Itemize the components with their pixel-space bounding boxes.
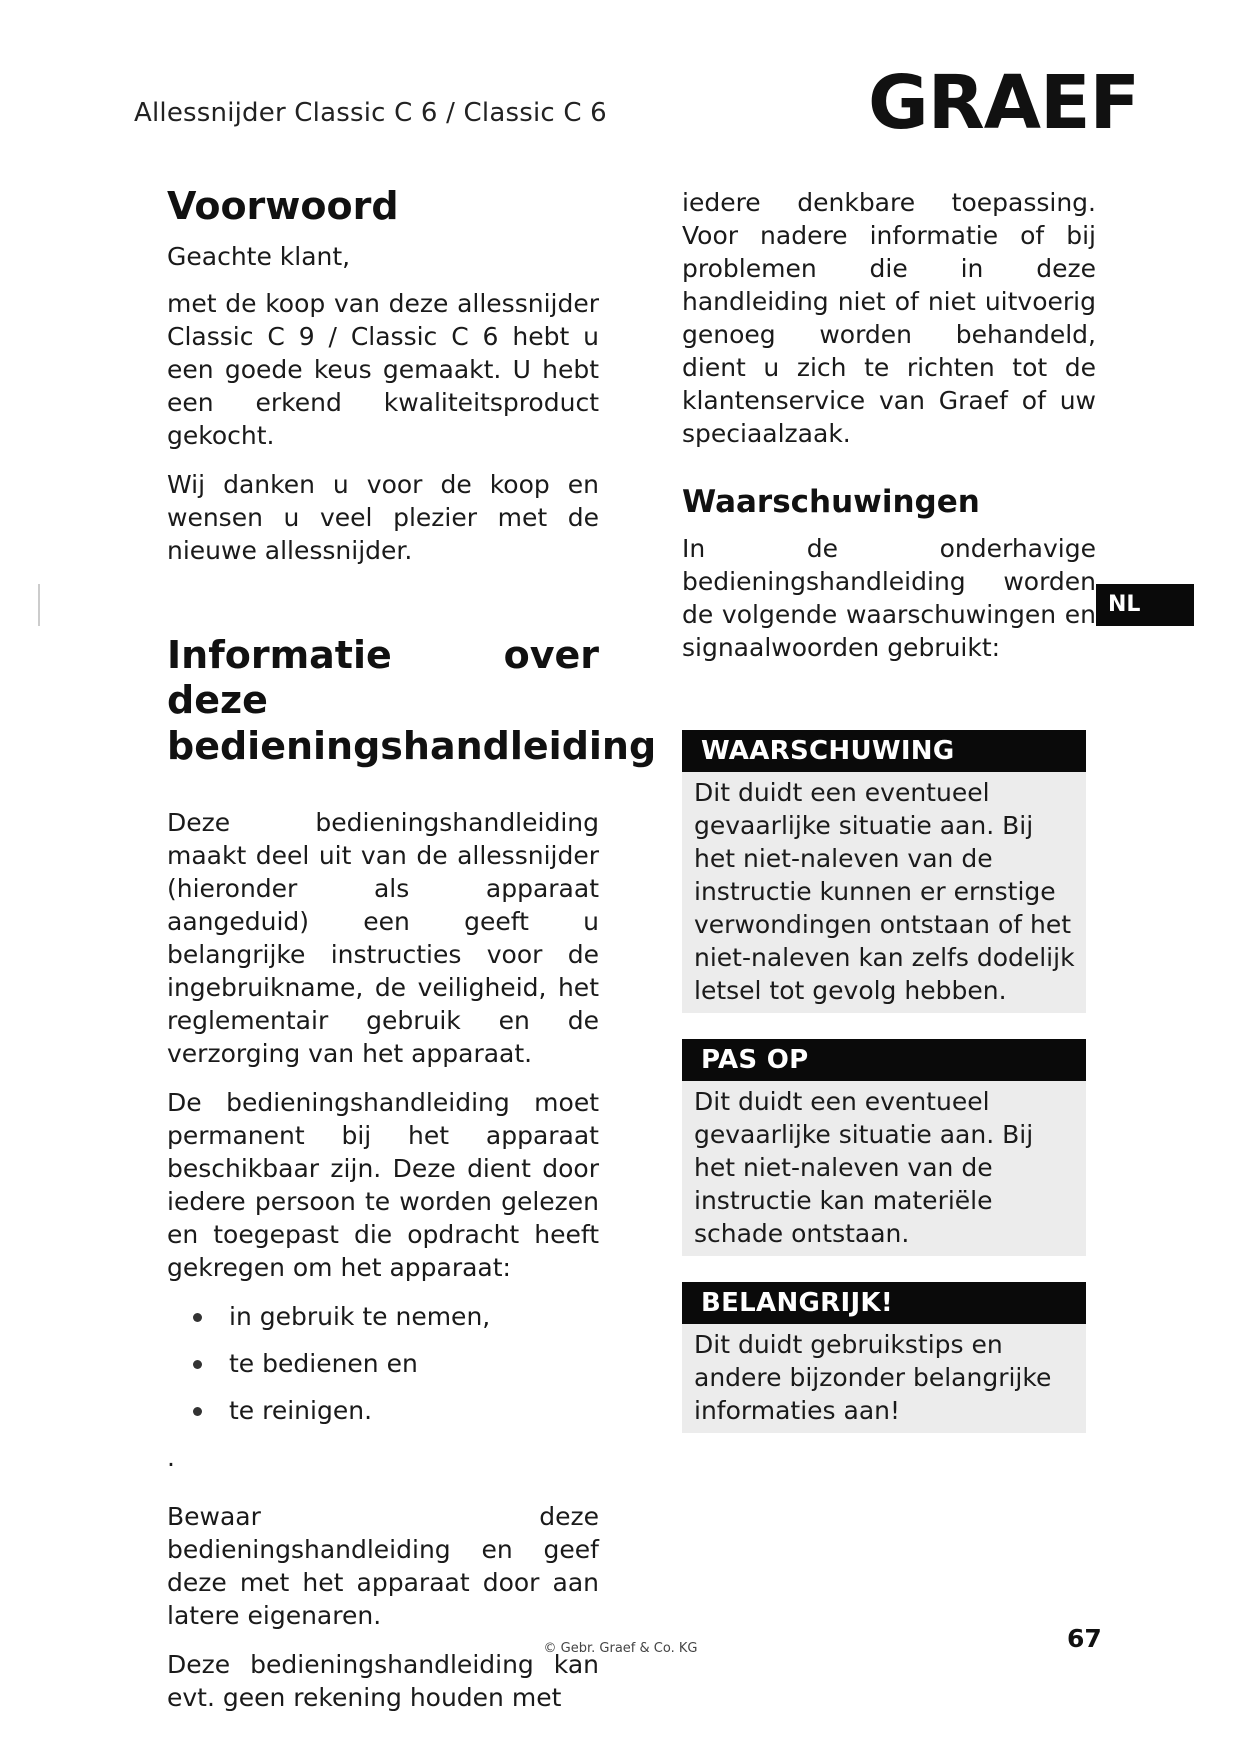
paragraph: Deze bedieningshandleiding maakt deel uit van de allessnijder (hieronder als apparaat aangeduid) een geeft u belangrijke instructies voor de ingebruikname, de veiligheid, het reglementair gebruik en de verzorging van het apparaat. bbox=[167, 807, 599, 1068]
paragraph: Wij danken u voor de koop en wensen u veel plezier met de nieuwe allessnijder. bbox=[167, 469, 599, 565]
language-tab-nl: NL bbox=[1096, 584, 1194, 626]
caution-box-title: PAS OP bbox=[682, 1039, 1086, 1081]
list-item: te reinigen. bbox=[167, 1394, 599, 1427]
warning-box-text: Dit duidt een eventueel gevaarlijke situatie aan. Bij het niet-naleven van de instructie kunnen er ernstige verwondingen ontstaan of het niet-naleven kan zelfs dodelijk letsel tot gevolg hebben. bbox=[694, 778, 1075, 1005]
heading-informatie: Informatie over deze bedieningshandleiding bbox=[167, 632, 657, 768]
graef-logo: GRAEF bbox=[868, 60, 1140, 146]
margin-mark bbox=[38, 584, 40, 626]
stray-period: . bbox=[167, 1442, 175, 1472]
paragraph: In de onderhavige bedieningshandleiding worden de volgende waarschuwingen en signaalwoorden gebruikt: bbox=[682, 534, 1096, 662]
warning-box-title: WAARSCHUWING bbox=[682, 730, 1086, 772]
caution-box bbox=[682, 1039, 1086, 1256]
list-item: te bedienen en bbox=[167, 1347, 599, 1380]
list-item: in gebruik te nemen, bbox=[167, 1300, 599, 1333]
heading-waarschuwingen: Waarschuwingen bbox=[682, 484, 980, 520]
caution-box-text: Dit duidt een eventueel gevaarlijke situatie aan. Bij het niet-naleven van de instructie kan materiële schade ontstaan. bbox=[694, 1087, 1034, 1248]
bullet-icon bbox=[193, 1407, 202, 1416]
bullet-list bbox=[167, 1300, 599, 1427]
important-box-text: Dit duidt gebruikstips en andere bijzonder belangrijke informaties aan! bbox=[694, 1330, 1052, 1425]
paragraph: iedere denkbare toepassing. Voor nadere informatie of bij problemen die in deze handleiding niet of niet uitvoerig genoeg worden behandeld, dient u zich te richten tot de klantenservice van Graef of uw speciaalzaak. bbox=[682, 188, 1096, 448]
important-box bbox=[682, 1282, 1086, 1433]
copyright-footer: © Gebr. Graef & Co. KG bbox=[543, 1641, 698, 1656]
paragraph: De bedieningshandleiding moet permanent bij het apparaat beschikbaar zijn. Deze dient door iedere persoon te worden gelezen en toegepast die opdracht heeft gekregen om het apparaat: bbox=[167, 1087, 599, 1282]
greeting: Geachte klant, bbox=[167, 241, 351, 271]
paragraph: met de koop van deze allessnijder Classic C 9 / Classic C 6 hebt u een goede keus gemaakt. U hebt een erkend kwaliteitsproduct gekocht. bbox=[167, 288, 599, 450]
warning-box bbox=[682, 730, 1086, 1013]
paragraph: Deze bedieningshandleiding kan evt. geen rekening houden met bbox=[167, 1649, 599, 1712]
paragraph: Bewaar deze bedieningshandleiding en geef deze met het apparaat door aan latere eigenaren. bbox=[167, 1501, 599, 1630]
important-box-title: BELANGRIJK! bbox=[682, 1282, 1086, 1324]
heading-voorwoord: Voorwoord bbox=[167, 184, 399, 228]
page-number: 67 bbox=[1067, 1624, 1102, 1653]
right-column bbox=[682, 186, 1096, 1459]
bullet-icon bbox=[193, 1313, 202, 1322]
document-title: Allessnijder Classic C 6 / Classic C 6 bbox=[134, 98, 607, 128]
bullet-icon bbox=[193, 1360, 202, 1369]
